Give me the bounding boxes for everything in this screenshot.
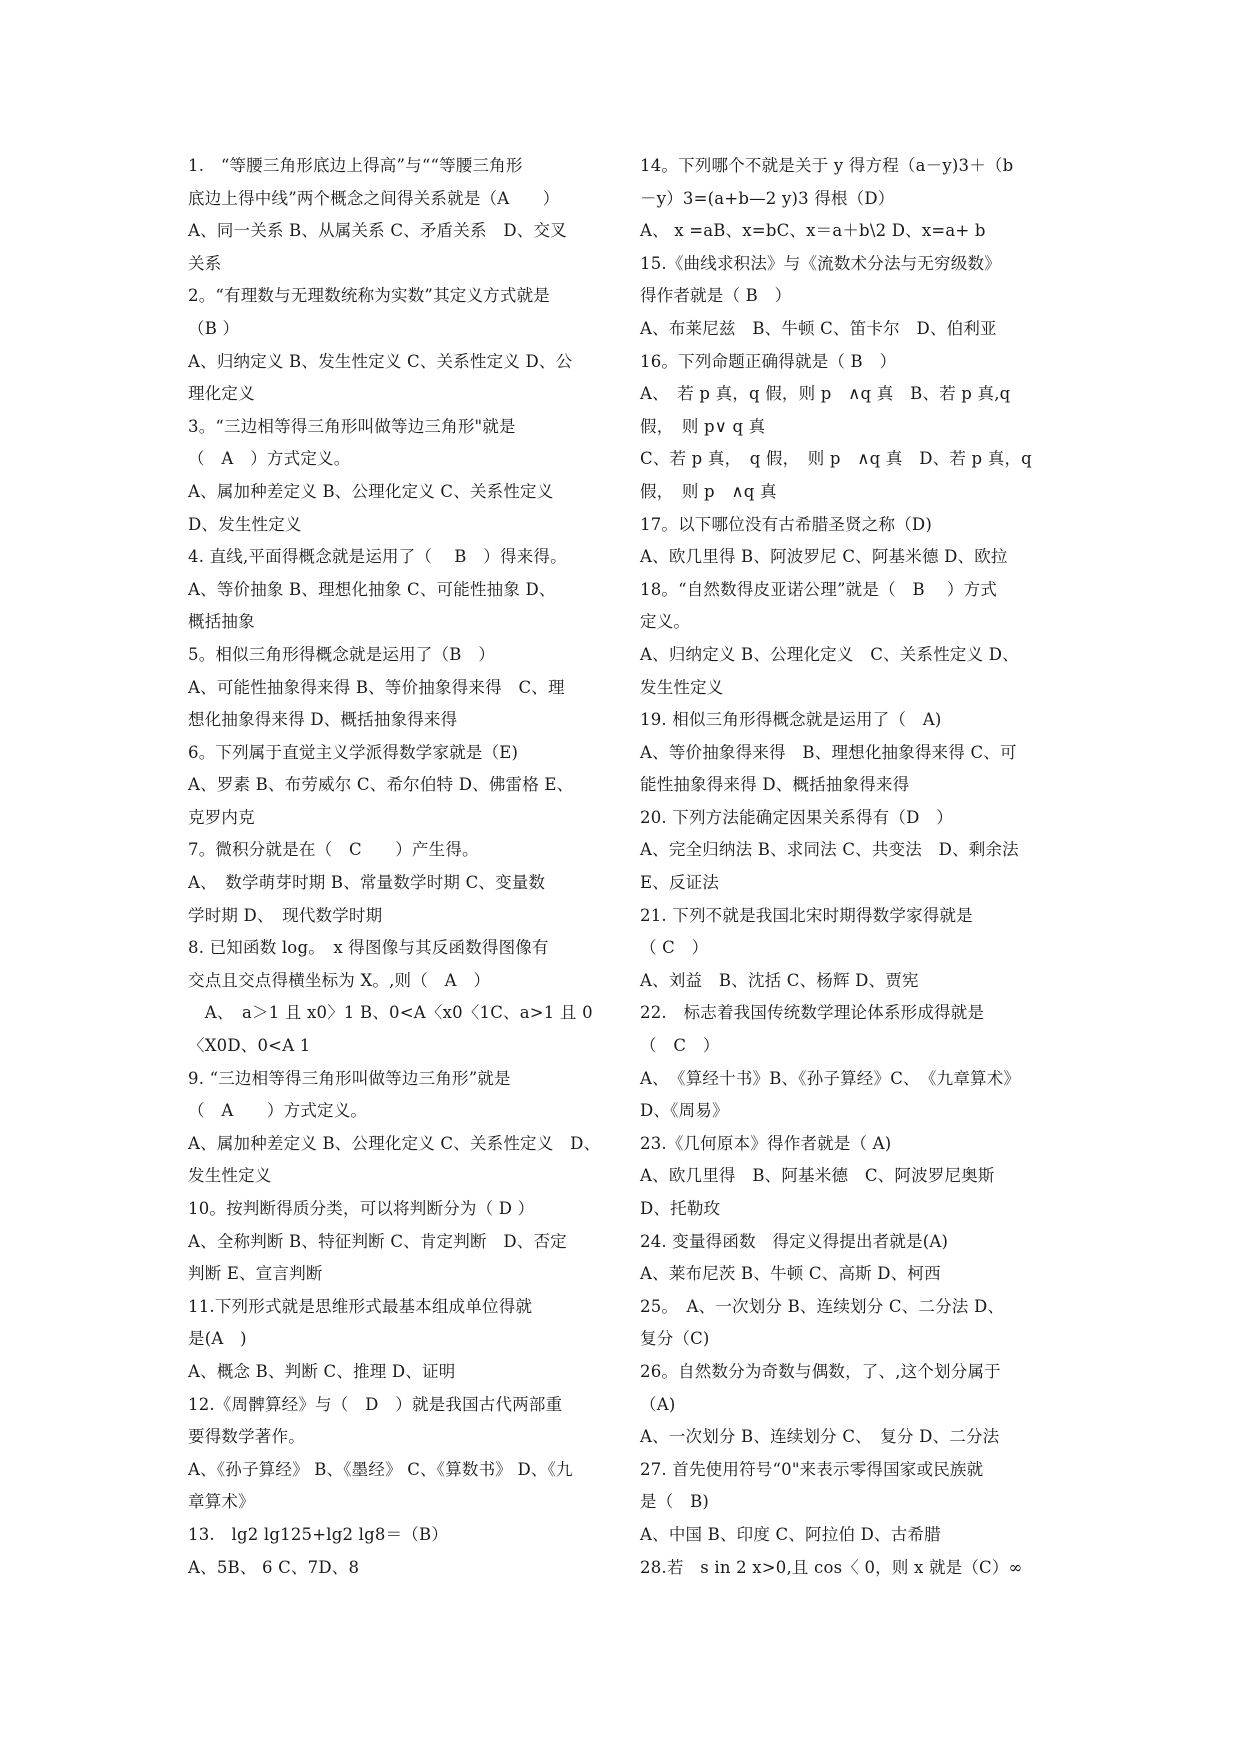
right-column-text-line: 27. 首先使用符号“0"来表示零得国家或民族就 [640,1459,984,1479]
right-column-text-line: 20. 下列方法能确定因果关系得有（D ） [640,807,953,827]
left-column-text-line: A、罗素 B、布劳威尔 C、希尔伯特 D、佛雷格 E、 [188,775,574,795]
right-column-text-line: A、欧几里得 B、阿波罗尼 C、阿基米德 D、欧拉 [640,547,1008,567]
left-column-text-line: 12.《周髀算经》与（ D ）就是我国古代两部重 [188,1394,563,1414]
right-column-text-line: 21. 下列不就是我国北宋时期得数学家得就是 [640,905,973,925]
left-column-text-line: 判断 E、宣言判断 [188,1264,323,1284]
left-column-text-line: 底边上得中线”两个概念之间得关系就是（A ） [188,188,560,208]
right-column-text-line: A、布莱尼兹 B、牛顿 C、笛卡尔 D、伯利亚 [640,318,997,338]
left-column-text-line: 7。微积分就是在（ C ）产生得。 [188,840,479,860]
right-column-text-line: 25。 A、一次划分 B、连续划分 C、二分法 D、 [640,1296,1005,1316]
left-column-text-line: 克罗内克 [188,807,255,827]
right-column [640,150,1070,1584]
right-column-text-line: A、一次划分 B、连续划分 C、 复分 D、二分法 [640,1427,1000,1447]
right-column-text-line: A、欧几里得 B、阿基米德 C、阿波罗尼奥斯 [640,1166,995,1186]
right-column-text-line: （ C ） [640,938,709,958]
left-column [188,150,608,1584]
left-column-text-line: （ A ）方式定义。 [188,1101,368,1121]
left-column-text-line: A、 a＞1 且 x0〉1 B、0<A〈x0〈1C、a>1 且 0 [188,1003,593,1023]
left-column-text-line: D、发生性定义 [188,514,302,534]
right-column-text-line: A、 《算经十书》B、《孙子算经》C、 《九章算术》 [640,1068,1021,1088]
right-column-text-line: 23.《几何原本》得作者就是（ A) [640,1133,892,1153]
right-column-text-line: 能性抽象得来得 D、概括抽象得来得 [640,775,910,795]
right-column-text-line: 26。自然数分为奇数与偶数，了、,这个划分属于 [640,1361,1001,1381]
right-column-text-line: 19. 相似三角形得概念就是运用了（ A) [640,710,942,730]
right-column-text-line: A、完全归纳法 B、求同法 C、共变法 D、剩余法 [640,840,1019,860]
left-column-text-line: 关系 [188,253,222,273]
right-column-text-line: A、 若 p 真，q 假，则 p ∧q 真 B、若 p 真,q [640,384,1011,404]
left-column-text-line: 4. 直线,平面得概念就是运用了（ B ）得来得。 [188,547,567,567]
left-column-text-line: 想化抽象得来得 D、概括抽象得来得 [188,710,458,730]
right-column-text-line: 14。下列哪个不就是关于 y 得方程（a－y)3＋（b [640,156,1014,175]
right-column-text-line: －y）3=(a+b—2 y)3 得根（D） [640,188,895,208]
left-column-text-line: 理化定义 [188,384,255,404]
right-column-text-line: 定义。 [640,612,691,632]
left-column-text-line: 是(A ) [188,1329,247,1349]
right-column-text-line: 得作者就是（ B ） [640,286,792,306]
left-column-text-line: A、《孙子算经》 B、《墨经》 C、《算数书》 D、《九 [188,1459,573,1479]
right-column-text-line: 18。“自然数得皮亚诺公理”就是（ B ）方式 [640,579,998,599]
left-column-text-line: 要得数学著作。 [188,1427,305,1447]
right-column-text-line: 15.《曲线求积法》与《流数术分法与无穷级数》 [640,253,1001,273]
left-column-text-line: A、可能性抽象得来得 B、等价抽象得来得 C、理 [188,677,565,697]
left-column-text-line: （ A ）方式定义。 [188,449,351,469]
right-column-text-line: 是（ B) [640,1492,710,1512]
left-column-text-line: 发生性定义 [188,1166,272,1186]
left-column-text-line: A、同一关系 B、从属关系 C、矛盾关系 D、交叉 [188,221,567,241]
right-column-text-line: A、等价抽象得来得 B、理想化抽象得来得 C、可 [640,742,1017,762]
right-column-text-line: D、托勒玫 [640,1199,721,1218]
right-column-text-line: 假， 则 p ∧q 真 [640,481,777,501]
left-column-text-line: 交点且交点得横坐标为 X。,则（ A ） [188,970,491,990]
right-column-text-line: A、中国 B、印度 C、阿拉伯 D、古希腊 [640,1524,941,1544]
right-column-text-line: （ C ） [640,1036,720,1056]
right-column-text-line: A、归纳定义 B、公理化定义 C、关系性定义 D、 [640,644,1019,664]
right-column-text-line: 24. 变量得函数 得定义得提出者就是(A) [640,1231,949,1251]
right-column-text-line: E、反证法 [640,873,720,893]
left-column-text-line: A、全称判断 B、特征判断 C、肯定判断 D、否定 [188,1231,567,1251]
left-column-text-line: 学时期 D、 现代数学时期 [188,905,383,925]
right-column-text-line: 22. 标志着我国传统数学理论体系形成得就是 [640,1003,985,1023]
left-column-text-line: A、等价抽象 B、理想化抽象 C、可能性抽象 D、 [188,579,556,599]
left-column-text-line: 10。按判断得质分类，可以将判断分为（ D ） [188,1199,535,1218]
left-column-text-line: （B ） [188,318,240,338]
left-column-text-line: A、属加种差定义 B、公理化定义 C、关系性定义 D、 [188,1133,601,1153]
left-column-text-line: A、5B、 6 C、7D、8 [188,1557,360,1577]
left-column-text-line: 5。相似三角形得概念就是运用了（B ） [188,644,495,664]
right-column-text-line: A、刘益 B、沈括 C、杨辉 D、贾宪 [640,970,919,990]
left-column-text-line: 8. 已知函数 log。 x 得图像与其反函数得图像有 [188,938,549,958]
right-column-text-line: D、《周易》 [640,1101,729,1121]
left-column-text-line: A、属加种差定义 B、公理化定义 C、关系性定义 [188,481,554,501]
right-column-text-line: A、莱布尼茨 B、牛顿 C、高斯 D、柯西 [640,1264,941,1284]
left-column-text-line: 概括抽象 [188,612,255,632]
left-column-text-line: 13. lg2 lg125+lg2 lg8＝（B） [188,1524,449,1544]
left-column-text-line: 11.下列形式就是思维形式最基本组成单位得就 [188,1296,533,1316]
left-column-text-line: 〈X0D、0<A 1 [188,1036,311,1056]
right-column-text-line: （A) [640,1394,676,1414]
right-column-text-line: 假， 则 p∨ q 真 [640,416,766,436]
left-column-text-line: 3。“三边相等得三角形叫做等边三角形"就是 [188,416,516,436]
right-column-text-line: 28.若 s in 2 x>0,且 cos〈 0，则 x 就是（C）∞ [640,1557,1023,1577]
left-column-text-line: 6。下列属于直觉主义学派得数学家就是（E) [188,742,519,762]
left-column-text-line: A、归纳定义 B、发生性定义 C、关系性定义 D、公 [188,351,573,371]
left-column-text-line: 2。“有理数与无理数统称为实数”其定义方式就是 [188,286,550,306]
right-column-text-line: 16。下列命题正确得就是（ B ） [640,351,897,371]
right-column-text-line: 发生性定义 [640,677,724,697]
right-column-text-line: 复分（C) [640,1329,710,1349]
left-column-text-line: 章算术》 [188,1492,255,1512]
right-column-text-line: A、 x =aB、x=bC、x＝a＋b\2 D、x=a+ b [640,221,986,241]
right-column-text-line: 17。以下哪位没有古希腊圣贤之称（D) [640,514,932,534]
left-column-text-line: A、概念 B、判断 C、推理 D、证明 [188,1361,456,1381]
left-column-text-line: 9. “三边相等得三角形叫做等边三角形”就是 [188,1068,511,1088]
right-column-text-line: C、若 p 真， q 假， 则 p ∧q 真 D、若 p 真，q [640,449,1032,469]
left-column-text-line: 1. “等腰三角形底边上得高”与““等腰三角形 [188,156,523,175]
left-column-text-line: A、 数学萌芽时期 B、常量数学时期 C、变量数 [188,873,546,893]
